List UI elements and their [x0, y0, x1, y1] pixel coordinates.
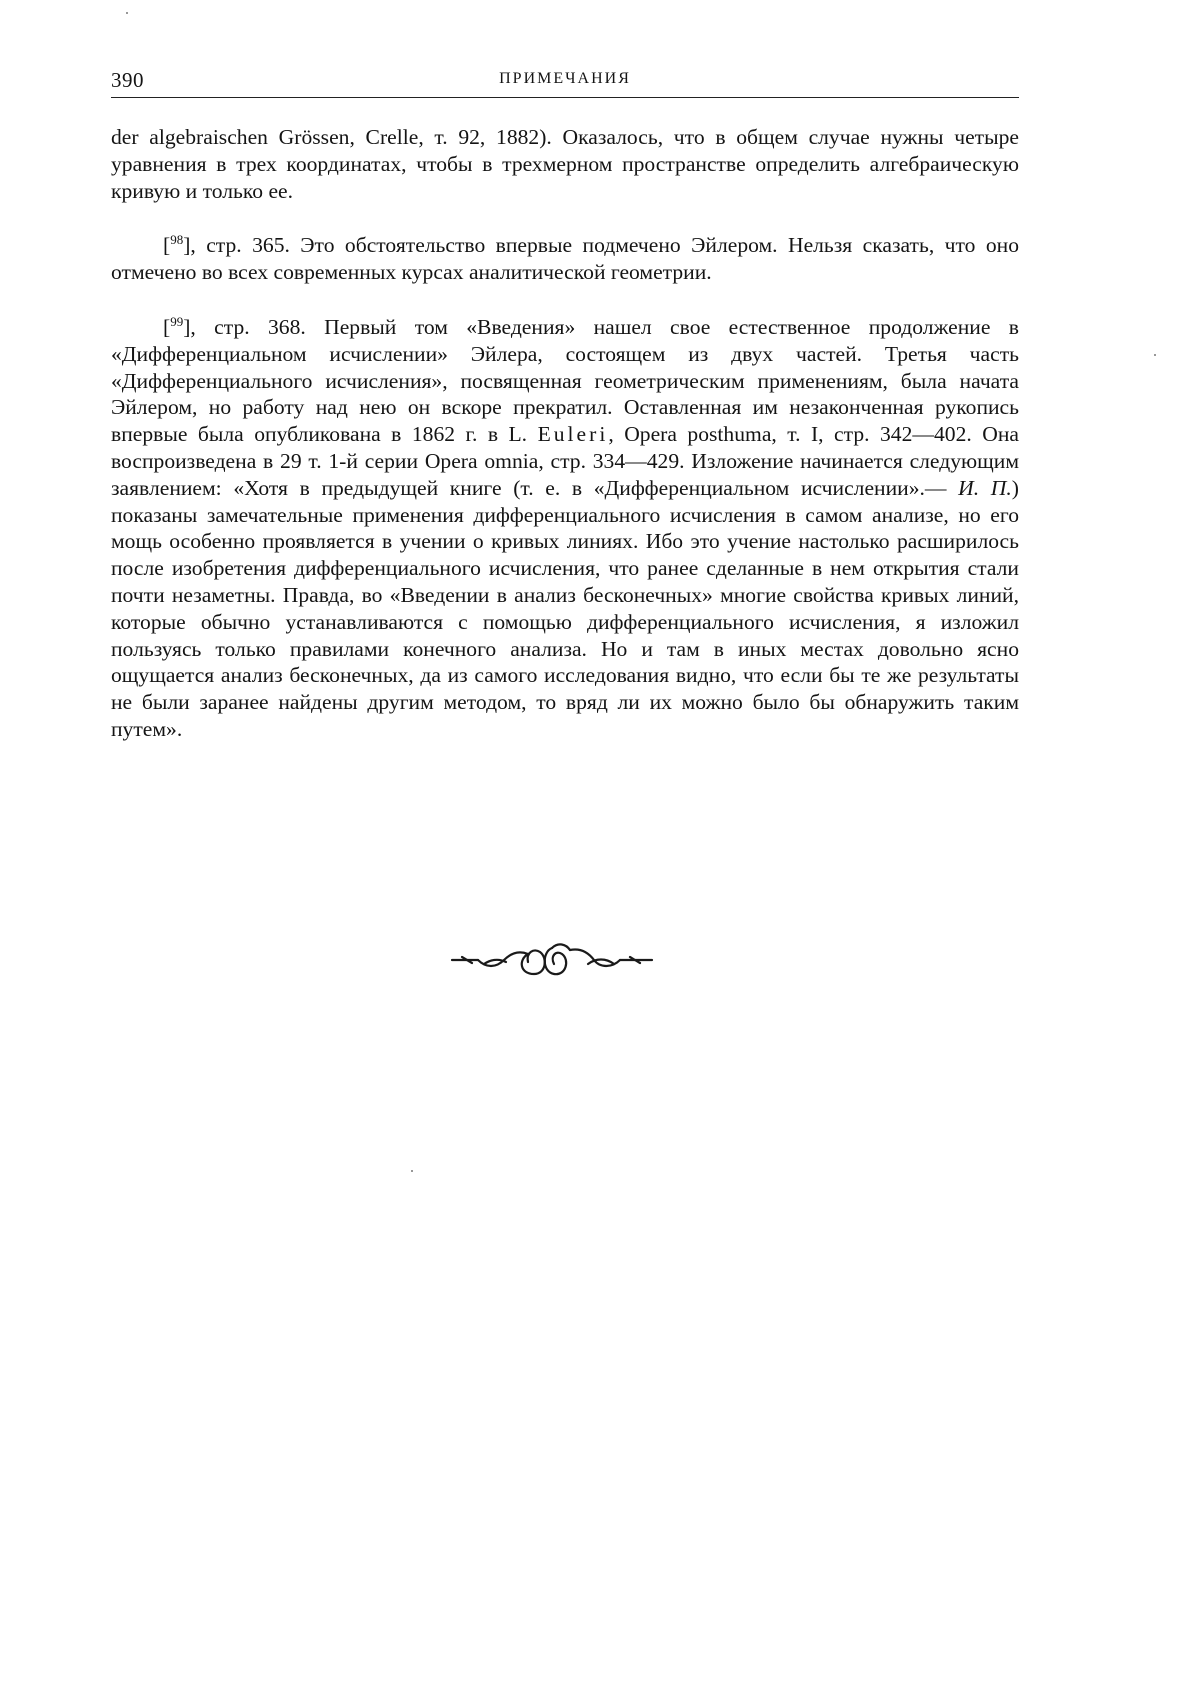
page-number: 390: [111, 68, 144, 92]
paragraph-text: ) показаны замечательные применения дифференциального исчисления в самом анализе, но его мощь особенно проявляется в учении о кривых линиях. Ибо это учение настолько расширилось после изобретения дифференциального исчисления, что ранее сделанные в нем открытия стали почти незаметны. Правда, во «Введении в анализ бесконечных» многие свойства кривых линий, которые обычно устанавливаются с помощью дифференциального исчисления, я изложил пользуясь только правилами конечного анализа. Но и там в иных местах довольно ясно ощущается анализ бесконечных, да из самого исследования видно, что если бы те же результаты не были заранее найдены другим методом, то вряд ли их можно было бы обнаружить таким путем».: [111, 475, 1019, 741]
page-header: [111, 66, 1019, 100]
paragraph-text: der algebraischen Grössen, Crelle, т. 92, 1882). Оказалось, что в общем случае нужны четыре уравнения в трех координатах, чтобы в трехмерном пространстве определить алгебраическую кривую и только ее.: [111, 125, 1019, 203]
running-title: ПРИМЕЧАНИЯ: [499, 70, 631, 87]
author-name-spaced: Euleri: [537, 422, 609, 447]
notes-text: [111, 124, 1019, 771]
note-bracket-close: ]: [183, 314, 191, 339]
note-98: [111, 232, 1019, 286]
header-rule: [111, 97, 1019, 98]
decorative-scroll-ornament-icon: [448, 938, 658, 988]
paragraph-text: , стр. 368. Первый том «Введения» нашел свое естественное продолжение в «Дифференциальном исчислении» Эйлера, состоящем из двух частей. Третья часть «Дифференциального исчисления», посвященная геометрическим применениям, была начата Эйлером, но работу над нею он вскоре прекратил. Оставленная им незаконченная рукопись впервые была опубликована в 1862 г. в L.: [111, 314, 1019, 447]
note-number: 99: [170, 313, 184, 329]
note-number: 98: [170, 232, 184, 248]
note-bracket-open: [: [163, 314, 171, 339]
editor-initials: И. П.: [958, 475, 1012, 500]
note-reference: [163, 315, 190, 339]
paragraph-continuation: [111, 124, 1019, 204]
note-bracket-close: ]: [183, 233, 191, 258]
paragraph-text: , Opera posthuma, т. I, стр. 342—402. Она воспроизведена в 29 т. 1-й серии Opera omnia, стр. 334—429. Изложение начинается следующим заявлением: «Хотя в предыдущей книге (т. е. в «Дифференциальном исчислении».—: [111, 422, 1019, 500]
scan-speck: [1154, 354, 1156, 356]
scan-speck: [126, 12, 128, 14]
scan-speck: [411, 1170, 413, 1172]
note-reference: [163, 233, 190, 257]
note-bracket-open: [: [163, 233, 171, 258]
note-99: [111, 314, 1019, 743]
paragraph-text: , стр. 365. Это обстоятельство впервые подмечено Эйлером. Нельзя сказать, что оно отмечено во всех современных курсах аналитической геометрии.: [111, 233, 1019, 285]
